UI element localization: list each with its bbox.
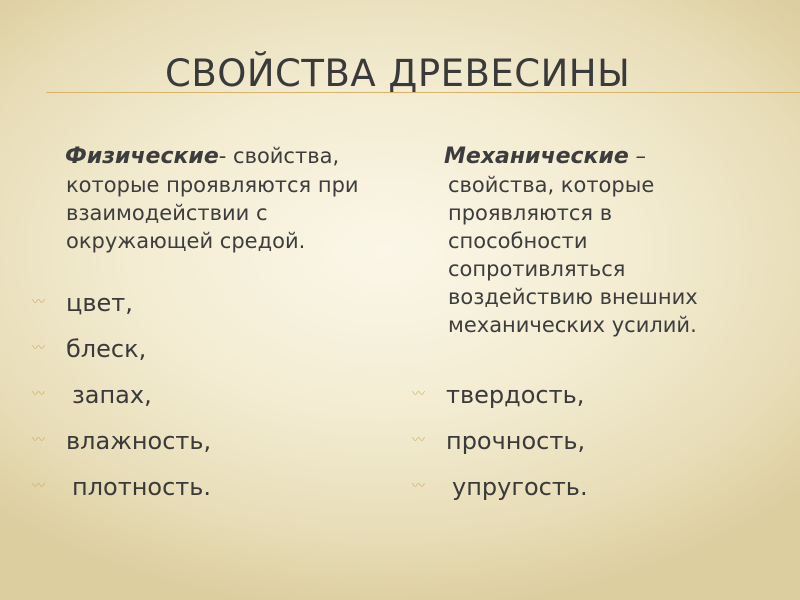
physical-description-line: взаимодействии с	[66, 201, 268, 225]
list-item: 〰 твердость,	[446, 378, 588, 424]
wavy-bullet-icon: 〰	[32, 433, 46, 448]
list-item: 〰 плотность.	[66, 470, 211, 516]
list-item: 〰 влажность,	[66, 424, 211, 470]
mechanical-description-line: сопротивляться	[448, 257, 626, 281]
physical-properties-column	[32, 142, 400, 501]
list-item: 〰 упругость.	[446, 470, 588, 516]
physical-heading: Физические	[65, 144, 219, 169]
list-item: 〰 цвет,	[66, 286, 211, 332]
slide-title: СВОЙСТВА ДРЕВЕСИНЫ	[165, 52, 631, 95]
wavy-bullet-icon: 〰	[412, 433, 426, 448]
mechanical-description-line: проявляются в	[448, 201, 613, 225]
mechanical-description-line: механических усилий.	[448, 313, 697, 337]
mechanical-properties-list	[412, 378, 588, 516]
mechanical-heading: Механические	[444, 144, 629, 169]
list-item: 〰 прочность,	[446, 424, 588, 470]
mechanical-description-line	[440, 142, 780, 171]
mechanical-description-line: способности	[448, 229, 588, 253]
list-item: 〰 блеск,	[66, 332, 211, 378]
physical-heading-suffix: - свойства,	[218, 144, 340, 168]
physical-description-line: которые проявляются при	[66, 173, 359, 197]
wavy-bullet-icon: 〰	[32, 295, 46, 310]
title-divider	[46, 92, 800, 93]
wavy-bullet-icon: 〰	[32, 341, 46, 356]
list-item: 〰 запах,	[66, 378, 211, 424]
wavy-bullet-icon: 〰	[32, 479, 46, 494]
mechanical-description-line: воздействию внешних	[448, 285, 698, 309]
mechanical-properties-column	[412, 142, 780, 501]
wavy-bullet-icon: 〰	[412, 479, 426, 494]
physical-description-line	[60, 142, 400, 171]
mechanical-heading-suffix: –	[628, 144, 646, 168]
wavy-bullet-icon: 〰	[412, 387, 426, 402]
physical-properties-list	[32, 286, 212, 516]
wavy-bullet-icon: 〰	[32, 387, 46, 402]
mechanical-description-line: свойства, которые	[448, 173, 655, 197]
physical-description-line: окружающей средой.	[66, 229, 306, 253]
